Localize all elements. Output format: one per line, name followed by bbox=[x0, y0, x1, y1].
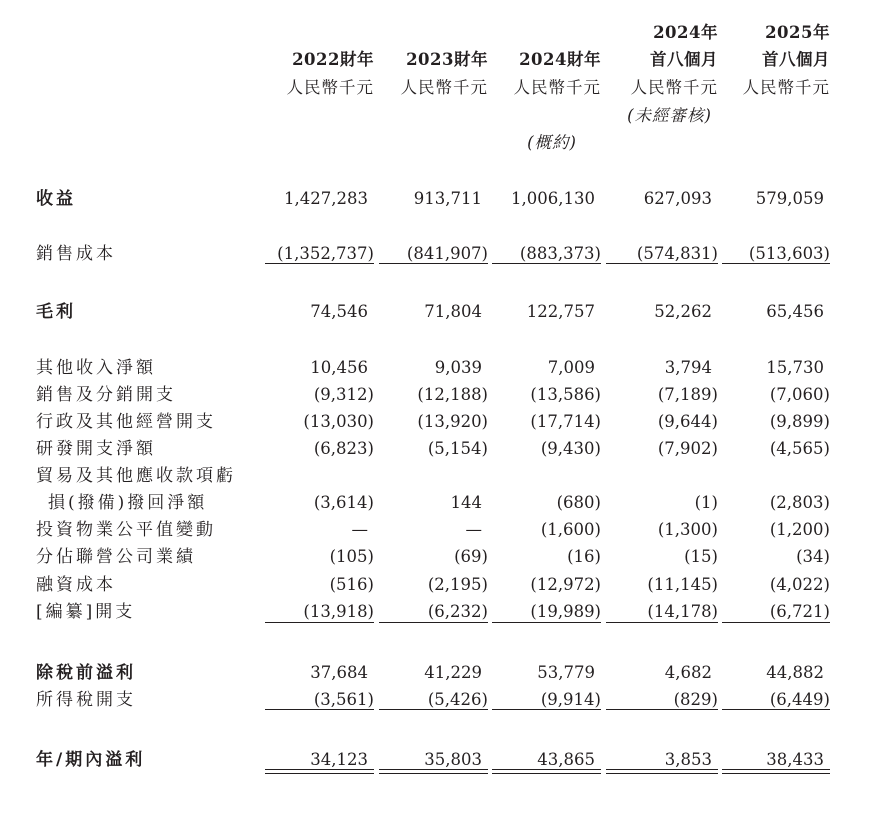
row-label: 所得稅開支 bbox=[36, 690, 136, 710]
table-cell: 41,229 bbox=[424, 663, 482, 682]
column-year-header: 2025年 bbox=[765, 23, 830, 42]
column-currency-header: 人民幣千元 bbox=[630, 78, 718, 97]
table-cell: (7,060) bbox=[769, 385, 830, 404]
table-cell: (3,614) bbox=[313, 493, 374, 512]
table-cell: (1,200) bbox=[769, 520, 830, 539]
table-cell: 65,456 bbox=[766, 302, 824, 321]
row-label: 毛利 bbox=[36, 302, 76, 322]
table-cell: (513,603) bbox=[748, 244, 830, 263]
row-label: 銷售及分銷開支 bbox=[36, 385, 176, 405]
table-cell: (883,373) bbox=[519, 244, 601, 263]
table-cell: (9,430) bbox=[540, 439, 601, 458]
table-cell: (3,561) bbox=[313, 690, 374, 709]
total-double-rule bbox=[492, 769, 601, 774]
column-note: (概約) bbox=[527, 133, 577, 152]
table-cell: (516) bbox=[329, 575, 374, 594]
subtotal-rule bbox=[492, 263, 601, 264]
table-cell: (574,831) bbox=[636, 244, 718, 263]
subtotal-rule bbox=[606, 709, 718, 710]
table-cell: (5,426) bbox=[427, 690, 488, 709]
table-cell: (1,600) bbox=[540, 520, 601, 539]
table-cell: 7,009 bbox=[547, 358, 595, 377]
table-cell: (6,449) bbox=[769, 690, 830, 709]
table-cell: (9,899) bbox=[769, 412, 830, 431]
table-cell: (5,154) bbox=[427, 439, 488, 458]
table-cell: 3,794 bbox=[664, 358, 712, 377]
row-label: [編纂]開支 bbox=[36, 602, 136, 622]
column-period-header: 首八個月 bbox=[650, 50, 718, 69]
table-cell: (6,232) bbox=[427, 602, 488, 621]
subtotal-rule bbox=[379, 263, 488, 264]
table-cell: (1) bbox=[694, 493, 718, 512]
table-cell: (6,721) bbox=[769, 602, 830, 621]
subtotal-rule bbox=[722, 622, 830, 623]
table-cell: (7,902) bbox=[657, 439, 718, 458]
table-cell: 38,433 bbox=[766, 750, 824, 769]
row-label: 融資成本 bbox=[36, 575, 116, 595]
column-currency-header: 人民幣千元 bbox=[742, 78, 830, 97]
table-cell: — bbox=[351, 520, 368, 539]
row-label: 其他收入淨額 bbox=[36, 358, 156, 378]
table-cell: (2,195) bbox=[427, 575, 488, 594]
table-cell: (829) bbox=[673, 690, 718, 709]
table-cell: 1,006,130 bbox=[511, 189, 595, 208]
table-cell: (19,989) bbox=[530, 602, 601, 621]
row-label: 銷售成本 bbox=[36, 244, 116, 264]
subtotal-rule bbox=[606, 263, 718, 264]
table-cell: 1,427,283 bbox=[284, 189, 368, 208]
table-cell: 144 bbox=[450, 493, 482, 512]
subtotal-rule bbox=[722, 263, 830, 264]
column-period-header: 2024財年 bbox=[519, 50, 601, 69]
table-cell: (9,312) bbox=[313, 385, 374, 404]
column-currency-header: 人民幣千元 bbox=[513, 78, 601, 97]
table-cell: (69) bbox=[454, 547, 488, 566]
subtotal-rule bbox=[265, 709, 374, 710]
table-cell: (17,714) bbox=[530, 412, 601, 431]
total-double-rule bbox=[265, 769, 374, 774]
table-cell: (1,352,737) bbox=[277, 244, 374, 263]
row-label: 年/期內溢利 bbox=[36, 750, 146, 770]
table-cell: 3,853 bbox=[664, 750, 712, 769]
table-cell: (7,189) bbox=[657, 385, 718, 404]
row-label: 投資物業公平值變動 bbox=[36, 520, 216, 540]
table-cell: (13,918) bbox=[303, 602, 374, 621]
table-cell: 627,093 bbox=[643, 189, 712, 208]
table-cell: 913,711 bbox=[413, 189, 482, 208]
subtotal-rule bbox=[492, 622, 601, 623]
table-cell: 74,546 bbox=[310, 302, 368, 321]
row-label: 除稅前溢利 bbox=[36, 663, 136, 683]
subtotal-rule bbox=[492, 709, 601, 710]
subtotal-rule bbox=[722, 709, 830, 710]
column-note: (未經審核) bbox=[627, 106, 712, 125]
table-cell: 52,262 bbox=[654, 302, 712, 321]
subtotal-rule bbox=[606, 622, 718, 623]
table-cell: (4,565) bbox=[769, 439, 830, 458]
table-cell: (12,972) bbox=[530, 575, 601, 594]
row-label: 分佔聯營公司業績 bbox=[36, 547, 196, 567]
table-cell: (15) bbox=[684, 547, 718, 566]
row-label: 研發開支淨額 bbox=[36, 439, 156, 459]
table-cell: 43,865 bbox=[537, 750, 595, 769]
column-period-header: 首八個月 bbox=[762, 50, 830, 69]
subtotal-rule bbox=[379, 622, 488, 623]
total-double-rule bbox=[606, 769, 718, 774]
table-cell: (2,803) bbox=[769, 493, 830, 512]
table-cell: (9,914) bbox=[540, 690, 601, 709]
table-cell: (6,823) bbox=[313, 439, 374, 458]
table-cell: (105) bbox=[329, 547, 374, 566]
table-cell: 37,684 bbox=[310, 663, 368, 682]
total-double-rule bbox=[722, 769, 830, 774]
table-cell: (16) bbox=[567, 547, 601, 566]
subtotal-rule bbox=[379, 709, 488, 710]
table-cell: (12,188) bbox=[417, 385, 488, 404]
row-label: 行政及其他經營開支 bbox=[36, 412, 216, 432]
table-cell: 53,779 bbox=[537, 663, 595, 682]
table-cell: (11,145) bbox=[647, 575, 718, 594]
table-cell: 34,123 bbox=[310, 750, 368, 769]
column-currency-header: 人民幣千元 bbox=[286, 78, 374, 97]
table-cell: 4,682 bbox=[664, 663, 712, 682]
table-cell: (13,030) bbox=[303, 412, 374, 431]
table-cell: (13,586) bbox=[530, 385, 601, 404]
table-cell: 35,803 bbox=[424, 750, 482, 769]
column-period-header: 2022財年 bbox=[292, 50, 374, 69]
table-cell: 10,456 bbox=[310, 358, 368, 377]
table-cell: (1,300) bbox=[657, 520, 718, 539]
table-cell: — bbox=[465, 520, 482, 539]
column-period-header: 2023財年 bbox=[406, 50, 488, 69]
table-cell: 71,804 bbox=[424, 302, 482, 321]
subtotal-rule bbox=[265, 263, 374, 264]
total-double-rule bbox=[379, 769, 488, 774]
table-cell: (841,907) bbox=[406, 244, 488, 263]
table-cell: 579,059 bbox=[755, 189, 824, 208]
row-label: 貿易及其他應收款項虧 bbox=[36, 466, 236, 486]
table-cell: (9,644) bbox=[657, 412, 718, 431]
table-cell: (680) bbox=[556, 493, 601, 512]
table-cell: (34) bbox=[796, 547, 830, 566]
table-cell: (13,920) bbox=[417, 412, 488, 431]
row-label: 收益 bbox=[36, 189, 76, 209]
subtotal-rule bbox=[265, 622, 374, 623]
column-currency-header: 人民幣千元 bbox=[400, 78, 488, 97]
table-cell: 122,757 bbox=[526, 302, 595, 321]
table-cell: (14,178) bbox=[647, 602, 718, 621]
row-label-continued: 損(撥備)撥回淨額 bbox=[48, 493, 208, 513]
column-year-header: 2024年 bbox=[653, 23, 718, 42]
table-cell: 44,882 bbox=[766, 663, 824, 682]
table-cell: 9,039 bbox=[434, 358, 482, 377]
table-cell: (4,022) bbox=[769, 575, 830, 594]
table-cell: 15,730 bbox=[766, 358, 824, 377]
